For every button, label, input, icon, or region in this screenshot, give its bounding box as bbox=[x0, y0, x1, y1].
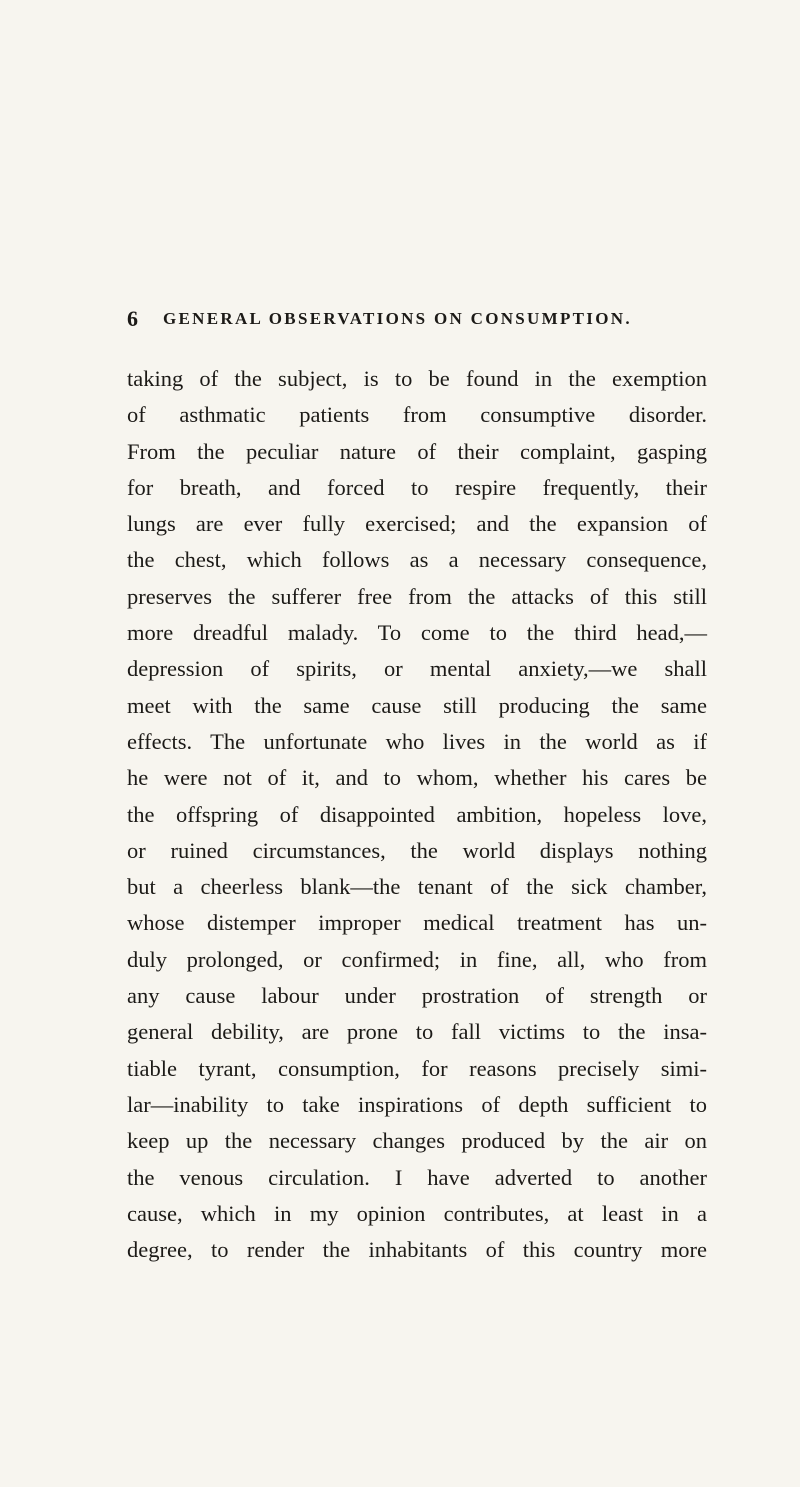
text-line-17: duly prolonged, or confirmed; in fine, all, who from bbox=[127, 946, 707, 972]
running-head bbox=[127, 307, 727, 331]
text-line-4: for breath, and forced to respire frequently, their bbox=[127, 474, 707, 500]
text-line-5: lungs are ever fully exercised; and the expansion of bbox=[127, 511, 707, 537]
text-line-23: the venous circulation. I have adverted to another bbox=[127, 1164, 707, 1190]
text-line-6: the chest, which follows as a necessary consequence, bbox=[127, 547, 707, 573]
body-text bbox=[127, 361, 707, 1268]
text-line-3: From the peculiar nature of their complaint, gasping bbox=[127, 438, 707, 464]
page-number: 6 bbox=[127, 306, 138, 331]
text-line-22: keep up the necessary changes produced by the air on bbox=[127, 1128, 707, 1154]
text-line-24: cause, which in my opinion contributes, at least in a bbox=[127, 1200, 707, 1226]
text-line-1: taking of the subject, is to be found in the exemption bbox=[127, 366, 707, 391]
text-line-25: degree, to render the inhabitants of this country more bbox=[127, 1237, 707, 1263]
text-line-21: lar—inability to take inspirations of depth sufficient to bbox=[127, 1091, 707, 1117]
text-line-15: but a cheerless blank—the tenant of the sick chamber, bbox=[127, 874, 707, 900]
text-line-8: more dreadful malady. To come to the third head,— bbox=[127, 620, 707, 646]
text-line-19: general debility, are prone to fall victims to the insa- bbox=[127, 1019, 707, 1045]
text-line-14: or ruined circumstances, the world displays nothing bbox=[127, 837, 707, 863]
text-line-2: of asthmatic patients from consumptive disorder. bbox=[127, 402, 707, 428]
text-line-13: the offspring of disappointed ambition, hopeless love, bbox=[127, 801, 707, 827]
text-line-10: meet with the same cause still producing the same bbox=[127, 692, 707, 718]
running-head-title: GENERAL OBSERVATIONS ON CONSUMPTION. bbox=[163, 309, 632, 328]
text-line-12: he were not of it, and to whom, whether his cares be bbox=[127, 765, 707, 791]
text-line-11: effects. The unfortunate who lives in the world as if bbox=[127, 728, 707, 754]
text-line-9: depression of spirits, or mental anxiety,—we shall bbox=[127, 656, 707, 682]
text-line-20: tiable tyrant, consumption, for reasons precisely simi- bbox=[127, 1055, 707, 1081]
text-line-16: whose distemper improper medical treatment has un- bbox=[127, 910, 707, 936]
text-line-18: any cause labour under prostration of strength or bbox=[127, 983, 707, 1009]
text-line-7: preserves the sufferer free from the attacks of this still bbox=[127, 583, 707, 609]
